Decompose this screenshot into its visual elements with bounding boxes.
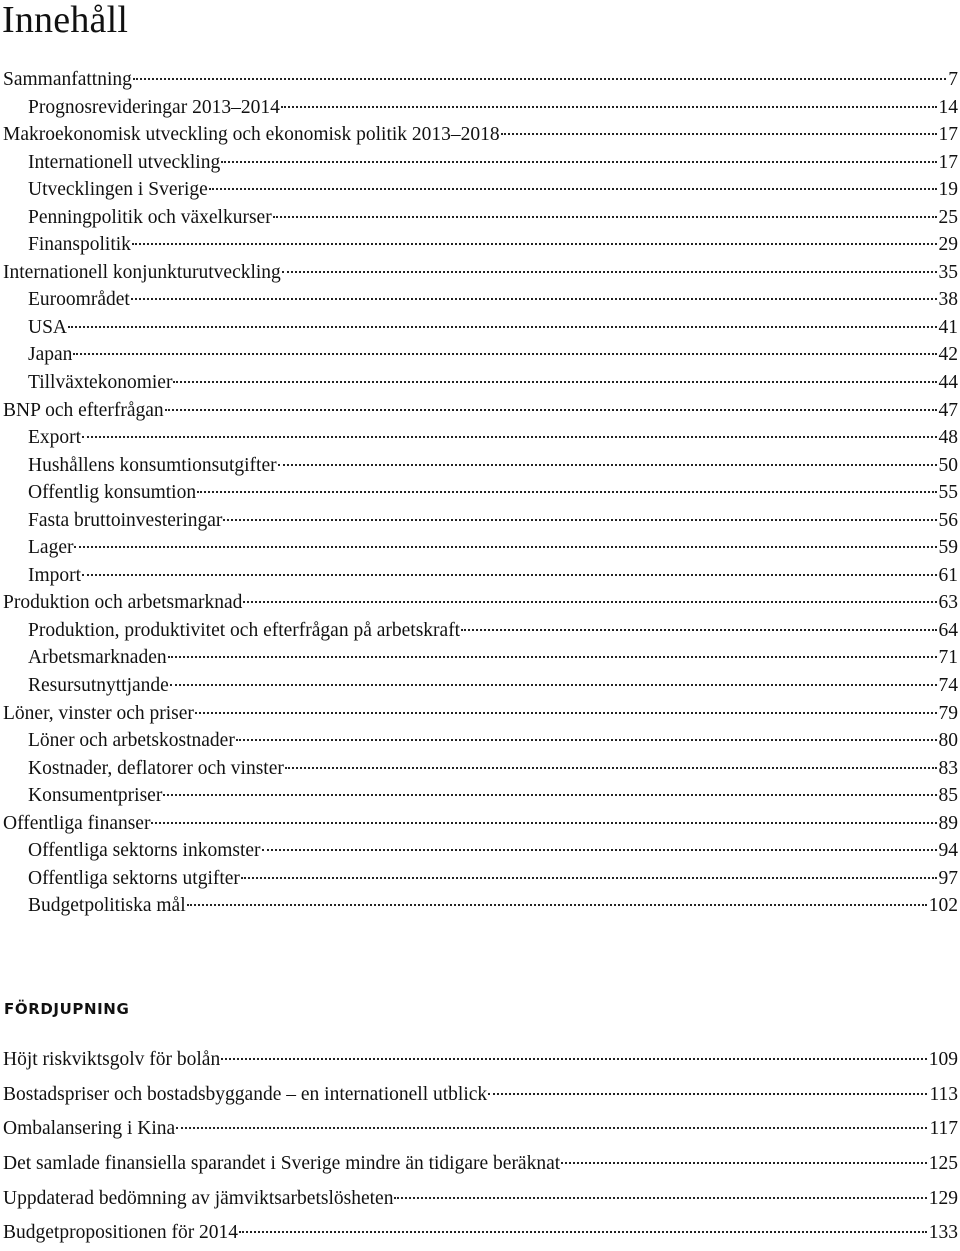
toc-entry-page-number: 133: [929, 1216, 960, 1251]
dot-leader: [223, 518, 936, 521]
toc-entry-label: Export: [28, 424, 81, 452]
toc-entry-label: Offentliga sektorns inkomster: [28, 837, 261, 865]
toc-entry-label: Internationell konjunkturutveckling: [3, 259, 281, 287]
dot-leader: [488, 1092, 927, 1095]
toc-entry-label: Hushållens konsumtionsutgifter: [28, 452, 277, 480]
toc-entry-page-number: 17: [939, 149, 960, 177]
toc-entry-page-number: 71: [939, 644, 960, 672]
toc-entry-label: Ombalansering i Kina: [3, 1112, 175, 1147]
dot-leader: [163, 793, 936, 796]
dot-leader: [82, 435, 936, 438]
toc-entry-label: Produktion och arbetsmarknad: [3, 589, 242, 617]
dot-leader: [281, 105, 937, 108]
dot-leader: [131, 297, 937, 300]
toc-entry[interactable]: [0, 562, 960, 590]
toc-entry[interactable]: [0, 1043, 960, 1078]
toc-entry[interactable]: [0, 341, 960, 369]
toc-entry-page-number: 44: [939, 369, 960, 397]
toc-entry-label: Produktion, produktivitet och efterfrågan på arbetskraft: [28, 617, 460, 645]
toc-entry-label: Offentlig konsumtion: [28, 479, 196, 507]
toc-entry[interactable]: [0, 727, 960, 755]
dot-leader: [262, 848, 937, 851]
dot-leader: [501, 132, 937, 135]
toc-entry-page-number: 85: [939, 782, 960, 810]
toc-entry-page-number: 25: [939, 204, 960, 232]
toc-entry[interactable]: [0, 644, 960, 672]
toc-entry-label: Import: [28, 562, 81, 590]
toc-entry[interactable]: [0, 259, 960, 287]
toc-entry-label: Uppdaterad bedömning av jämviktsarbetslösheten: [3, 1182, 393, 1217]
toc-entry[interactable]: [0, 507, 960, 535]
toc-entry-page-number: 129: [929, 1182, 960, 1217]
toc-entry-label: Offentliga sektorns utgifter: [28, 865, 240, 893]
toc-entry-label: Det samlade finansiella sparandet i Sverige mindre än tidigare beräknat: [3, 1147, 560, 1182]
dot-leader: [74, 545, 936, 548]
toc-entry-label: Internationell utveckling: [28, 149, 220, 177]
toc-entry-label: Euroområdet: [28, 286, 130, 314]
toc-entry-label: Fasta bruttoinvesteringar: [28, 507, 222, 535]
toc-entry[interactable]: [0, 1182, 960, 1217]
toc-entry-page-number: 79: [939, 700, 960, 728]
dot-leader: [236, 738, 937, 741]
dot-leader: [132, 242, 937, 245]
dot-leader: [243, 600, 936, 603]
dot-leader: [461, 628, 936, 631]
toc-entry[interactable]: [0, 534, 960, 562]
dot-leader: [561, 1161, 927, 1164]
dot-leader: [173, 380, 936, 383]
toc-entry-page-number: 56: [939, 507, 960, 535]
toc-entry-page-number: 29: [939, 231, 960, 259]
toc-entry-label: Höjt riskviktsgolv för bolån: [3, 1043, 220, 1078]
toc-entry-page-number: 19: [939, 176, 960, 204]
fordjupning-list: [0, 1043, 960, 1251]
toc-entry-label: Japan: [28, 341, 72, 369]
dot-leader: [282, 270, 937, 273]
dot-leader: [165, 408, 937, 411]
toc-entry-label: Finanspolitik: [28, 231, 131, 259]
toc-entry-label: Utvecklingen i Sverige: [28, 176, 208, 204]
dot-leader: [151, 821, 936, 824]
toc-entry-label: Resursutnyttjande: [28, 672, 169, 700]
toc-entry-label: Sammanfattning: [3, 66, 132, 94]
toc-entry-page-number: 64: [939, 617, 960, 645]
toc-entry-page-number: 17: [939, 121, 960, 149]
toc-entry-page-number: 50: [939, 452, 960, 480]
toc-entry[interactable]: [0, 1078, 960, 1113]
toc-entry[interactable]: [0, 810, 960, 838]
dot-leader: [239, 1230, 927, 1233]
toc-entry-page-number: 48: [939, 424, 960, 452]
toc-entry[interactable]: [0, 837, 960, 865]
toc-entry[interactable]: [0, 782, 960, 810]
toc-entry[interactable]: [0, 452, 960, 480]
toc-entry-label: Löner och arbetskostnader: [28, 727, 235, 755]
toc-entry-label: Bostadspriser och bostadsbyggande – en internationell utblick: [3, 1078, 487, 1113]
toc-entry-page-number: 59: [939, 534, 960, 562]
toc-entry[interactable]: [0, 672, 960, 700]
toc-entry-page-number: 113: [929, 1078, 960, 1113]
dot-leader: [170, 683, 937, 686]
toc-entry-page-number: 38: [939, 286, 960, 314]
toc-entry[interactable]: [0, 397, 960, 425]
toc-entry[interactable]: [0, 1112, 960, 1147]
toc-entry-page-number: 61: [939, 562, 960, 590]
toc-entry[interactable]: [0, 892, 960, 920]
toc-entry-label: Lager: [28, 534, 73, 562]
toc-entry-page-number: 14: [939, 94, 960, 122]
toc-entry-page-number: 94: [939, 837, 960, 865]
toc-entry[interactable]: [0, 149, 960, 177]
dot-leader: [209, 187, 937, 190]
toc-entry-label: Arbetsmarknaden: [28, 644, 167, 672]
toc-entry-page-number: 97: [939, 865, 960, 893]
toc-entry[interactable]: [0, 700, 960, 728]
toc-entry-page-number: 74: [939, 672, 960, 700]
toc-entry[interactable]: [0, 66, 960, 94]
toc-entry-page-number: 63: [939, 589, 960, 617]
fordjupning-heading: FÖRDJUPNING: [4, 997, 129, 1021]
toc-entry[interactable]: [0, 94, 960, 122]
toc-entry-label: Budgetpropositionen för 2014: [3, 1216, 238, 1251]
dot-leader: [187, 903, 927, 906]
dot-leader: [168, 655, 937, 658]
toc-entry-page-number: 102: [929, 892, 960, 920]
toc-entry[interactable]: [0, 1216, 960, 1251]
dot-leader: [273, 215, 937, 218]
toc-entry-page-number: 41: [939, 314, 960, 342]
toc-entry-page-number: 35: [939, 259, 960, 287]
toc-entry-page-number: 83: [939, 755, 960, 783]
toc-entry-page-number: 7: [948, 66, 960, 94]
toc-entry-label: Prognosrevideringar 2013–2014: [28, 94, 280, 122]
toc-entry[interactable]: [0, 121, 960, 149]
dot-leader: [394, 1196, 926, 1199]
dot-leader: [68, 325, 936, 328]
toc-entry-page-number: 42: [939, 341, 960, 369]
toc-entry-page-number: 55: [939, 479, 960, 507]
toc-entry[interactable]: [0, 369, 960, 397]
toc-entry-page-number: 89: [939, 810, 960, 838]
toc-entry-label: Konsumentpriser: [28, 782, 162, 810]
dot-leader: [82, 573, 936, 576]
dot-leader: [278, 463, 937, 466]
page-title: Innehåll: [2, 0, 128, 42]
toc-entry[interactable]: [0, 314, 960, 342]
dot-leader: [197, 490, 936, 493]
toc-entry-label: Budgetpolitiska mål: [28, 892, 186, 920]
dot-leader: [133, 77, 946, 80]
dot-leader: [241, 876, 937, 879]
toc-entry[interactable]: [0, 865, 960, 893]
table-of-contents: [0, 66, 960, 920]
dot-leader: [221, 160, 936, 163]
toc-entry-page-number: 117: [929, 1112, 960, 1147]
toc-entry-label: Kostnader, deflatorer och vinster: [28, 755, 284, 783]
dot-leader: [176, 1126, 927, 1129]
toc-entry[interactable]: [0, 424, 960, 452]
dot-leader: [195, 711, 937, 714]
toc-entry-label: BNP och efterfrågan: [3, 397, 164, 425]
toc-entry-label: Löner, vinster och priser: [3, 700, 194, 728]
toc-entry-page-number: 47: [939, 397, 960, 425]
toc-entry-label: Offentliga finanser: [3, 810, 150, 838]
toc-entry-label: USA: [28, 314, 67, 342]
toc-entry-page-number: 109: [929, 1043, 960, 1078]
toc-entry-page-number: 125: [929, 1147, 960, 1182]
dot-leader: [73, 352, 936, 355]
dot-leader: [285, 766, 937, 769]
toc-entry[interactable]: [0, 204, 960, 232]
toc-entry[interactable]: [0, 755, 960, 783]
toc-entry[interactable]: [0, 1147, 960, 1182]
toc-entry[interactable]: [0, 286, 960, 314]
toc-entry[interactable]: [0, 231, 960, 259]
toc-entry-label: Penningpolitik och växelkurser: [28, 204, 272, 232]
toc-entry-label: Makroekonomisk utveckling och ekonomisk politik 2013–2018: [3, 121, 500, 149]
dot-leader: [221, 1057, 927, 1060]
toc-entry[interactable]: [0, 617, 960, 645]
toc-entry-page-number: 80: [939, 727, 960, 755]
toc-entry-label: Tillväxtekonomier: [28, 369, 172, 397]
toc-entry[interactable]: [0, 479, 960, 507]
toc-entry[interactable]: [0, 589, 960, 617]
toc-entry[interactable]: [0, 176, 960, 204]
